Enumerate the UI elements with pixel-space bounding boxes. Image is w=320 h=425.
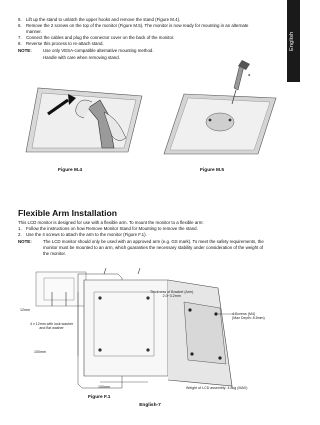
language-tab [287,0,300,82]
figure-m5-caption: Figure M.5 [200,168,224,173]
note-label: NOTE: [18,239,32,245]
section-title: Flexible Arm Installation [18,208,118,218]
label-screw: 4 x 12mm with lock washer and flat washer [30,322,74,331]
step-item: 6. Remove the 2 screws on the top of the monitor (Figure M.5). The monitor is now ready for mounting in an alternate [18,23,249,29]
label-weight: Weight of LCD assembly: 4.8kg (MAX) [186,386,248,390]
step-list-top [18,17,280,61]
label-12mm: 12mm [20,308,30,312]
label-100mm-horizontal: 100mm [98,385,110,389]
note-line: The LCD monitor should only be used with an approved arm (e.g. GS mark). To meet the safety requirements, the [43,239,264,245]
svg-text:a: a [248,72,251,77]
section-intro: This LCD monitor is designed for use with a flexible arm. To mount the monitor to a flexible arm: [18,220,204,225]
note-line: the monitor. [43,251,66,257]
step-item: 5. Lift up the stand to unlatch the upper hooks and remove the stand (Figure M.4). [18,17,181,22]
note-line: Handle with care when removing stand. [43,54,120,60]
note-block [18,48,280,60]
label-100mm-vertical: 100mm [34,350,46,354]
label-thickness: Thickness of Bracket (Arm) 2.0~3.2mm [150,290,194,299]
note-label: NOTE: [18,48,32,54]
step-item: 2. Use the 4 screws to attach the arm to the monitor (Figure F.1). [18,232,147,238]
section-body [18,220,280,258]
figure-f1-illustration [18,268,280,394]
note-block [18,239,280,257]
figure-m5-illustration [158,60,280,164]
figure-m4-caption: Figure M.4 [58,168,82,173]
step-item-continued: manner. [26,29,42,35]
step-item: 1. Follow the instructions on how Remove Monitor Stand for Mounting to remove the stand. [18,226,198,232]
note-line: Use only VESA-compatible alternative mounting method. [43,48,154,54]
step-item: 7. Connect the cables and plug the connector cover on the back of the monitor. [18,35,175,41]
label-screws-m4: 4 Screws (M4) (Max Depth: 8.5mm) [232,312,265,321]
note-line: monitor must be mounted to an arm, which guaranties the necessary stability under consideration of the weight of [43,245,264,251]
figure-m4-illustration [18,78,148,164]
language-tab-label: English [289,31,295,51]
page-number: English-7 [139,403,161,408]
figure-f1-caption: Figure F.1 [88,395,111,400]
step-item: 8. Reverse this process to re-attach stand. [18,41,104,47]
